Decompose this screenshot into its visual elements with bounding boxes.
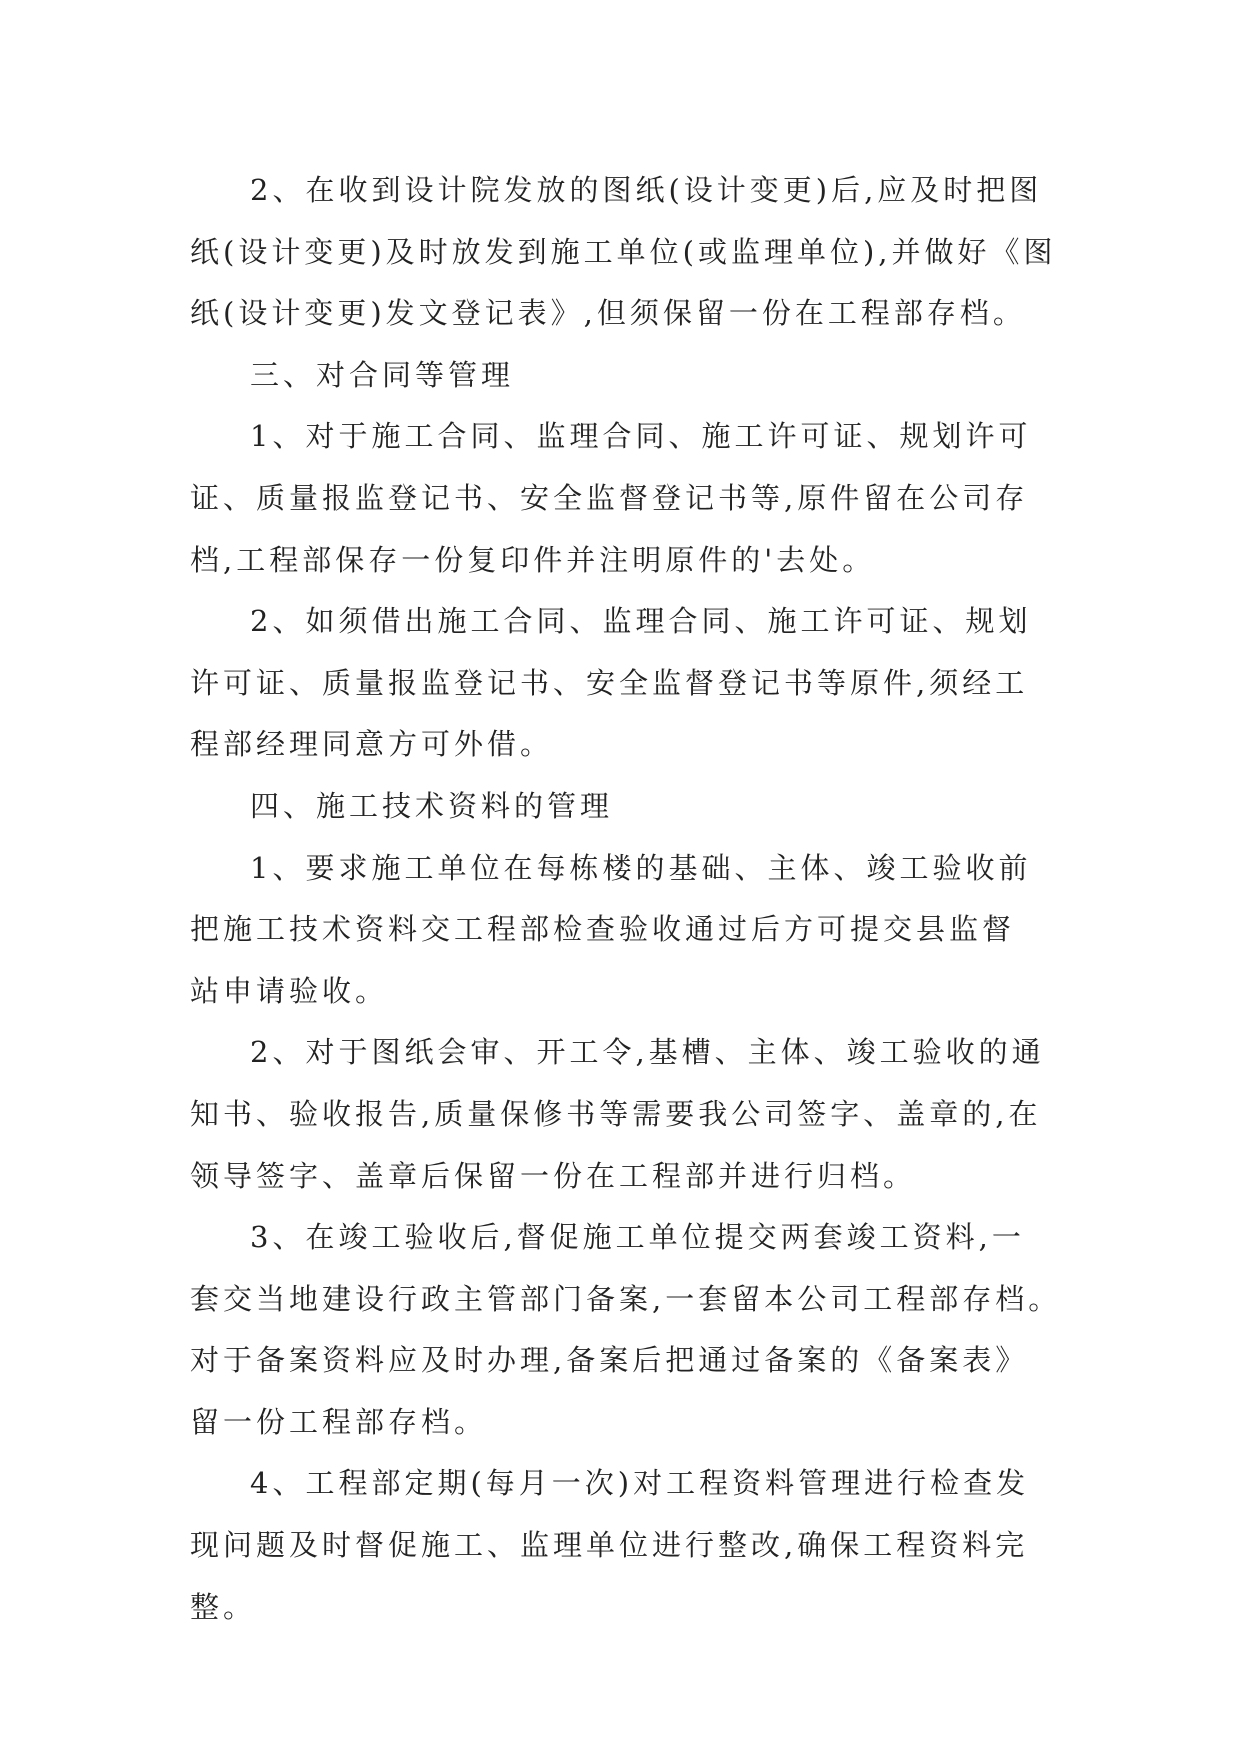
text-line: 程部经理同意方可外借。 <box>190 727 554 762</box>
text-line: 知书、验收报告,质量保修书等需要我公司签字、盖章的,在 <box>190 1096 1042 1131</box>
section-heading-contracts <box>190 345 1050 407</box>
text-line: 许可证、质量报监登记书、安全监督登记书等原件,须经工 <box>190 665 1029 700</box>
text-line: 纸(设计变更)及时放发到施工单位(或监理单位),并做好《图 <box>190 234 1057 269</box>
paragraph-completion-records <box>190 1207 1062 1453</box>
paragraph-drawing-distribution <box>190 160 1057 345</box>
section-heading-technical-docs <box>190 776 1050 838</box>
document-body <box>190 160 1062 1638</box>
text-line: 对于备案资料应及时办理,备案后把通过备案的《备案表》 <box>190 1343 1029 1378</box>
text-line: 领导签字、盖章后保留一份在工程部并进行归档。 <box>190 1158 917 1193</box>
text-line: 整。 <box>190 1589 257 1624</box>
text-line: 留一份工程部存档。 <box>190 1404 488 1439</box>
text-line: 1、对于施工合同、监理合同、施工许可证、规划许可 <box>250 419 1032 454</box>
text-line: 2、在收到设计院发放的图纸(设计变更)后,应及时把图 <box>250 173 1043 207</box>
text-line: 证、质量报监登记书、安全监督登记书等,原件留在公司存 <box>190 480 1029 515</box>
text-line: 3、在竣工验收后,督促施工单位提交两套竣工资料,一 <box>250 1220 1025 1255</box>
paragraph-monthly-check <box>190 1453 1050 1638</box>
paragraph-inspection-before-acceptance <box>190 838 1050 1023</box>
text-line: 1、要求施工单位在每栋楼的基础、主体、竣工验收前 <box>250 850 1032 885</box>
text-line: 2、如须借出施工合同、监理合同、施工许可证、规划 <box>250 604 1032 639</box>
section-heading: 四、施工技术资料的管理 <box>250 788 614 823</box>
paragraph-contract-lending <box>190 591 1050 776</box>
text-line: 2、对于图纸会审、开工令,基槽、主体、竣工验收的通 <box>250 1035 1045 1070</box>
section-heading: 三、对合同等管理 <box>250 357 515 392</box>
text-line: 套交当地建设行政主管部门备案,一套留本公司工程部存档。 <box>190 1281 1062 1316</box>
text-line: 纸(设计变更)发文登记表》,但须保留一份在工程部存档。 <box>190 296 1026 331</box>
text-line: 档,工程部保存一份复印件并注明原件的'去处。 <box>190 542 876 577</box>
paragraph-contract-originals <box>190 406 1050 591</box>
text-line: 现问题及时督促施工、监理单位进行整改,确保工程资料完 <box>190 1528 1029 1563</box>
text-line: 4、工程部定期(每月一次)对工程资料管理进行检查发 <box>250 1466 1030 1501</box>
paragraph-signature-archiving <box>190 1022 1050 1207</box>
text-line: 把施工技术资料交工程部检查验收通过后方可提交县监督 <box>190 912 1016 947</box>
text-line: 站申请验收。 <box>190 973 389 1008</box>
